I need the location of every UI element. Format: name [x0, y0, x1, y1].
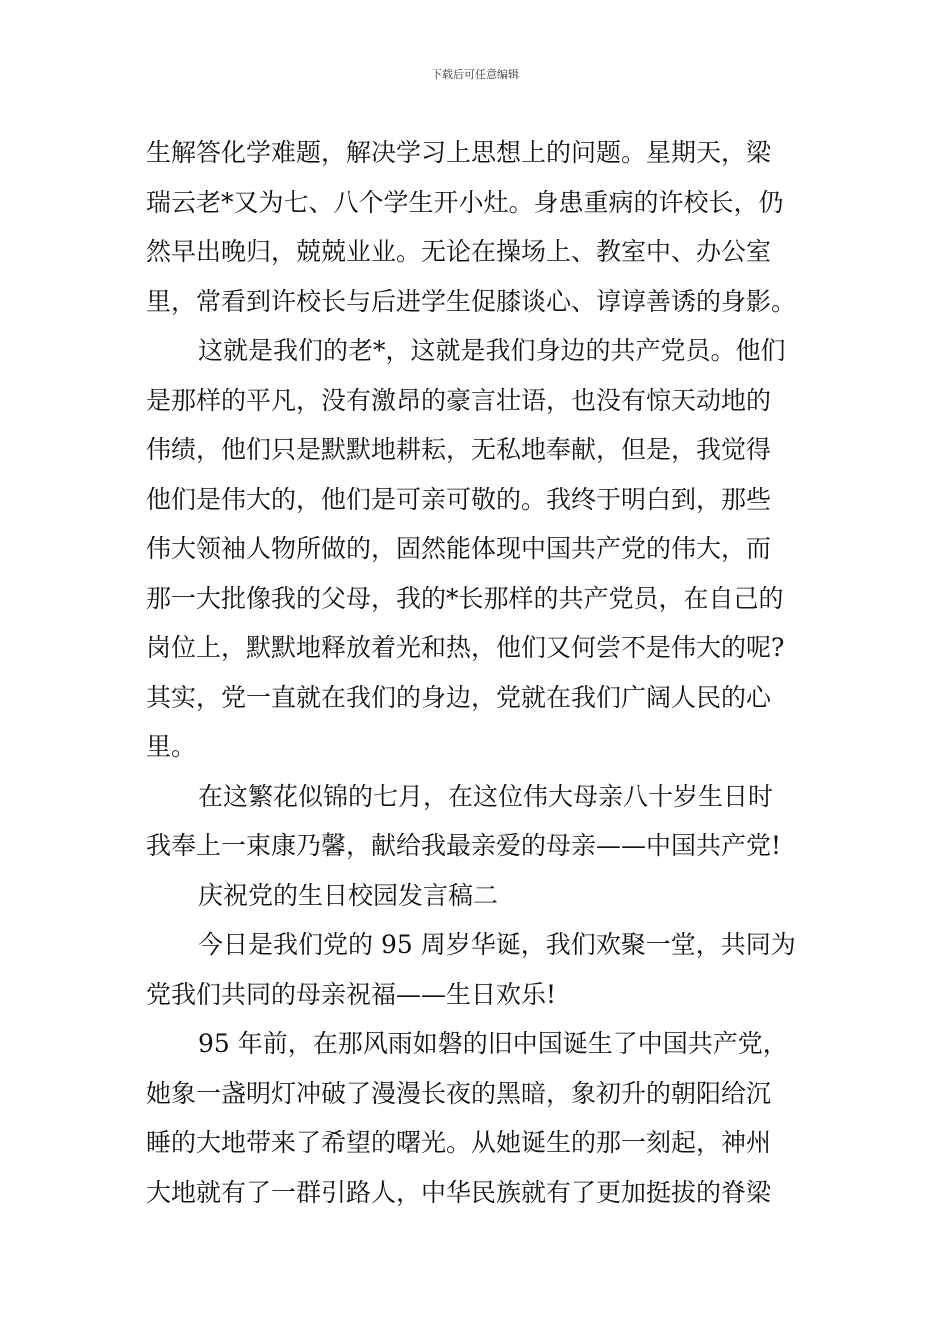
text-line: 这就是我们的老*，这就是我们身边的共产党员。他们	[198, 336, 786, 365]
text-line: 里，常看到许校长与后进学生促膝谈心、谆谆善诱的身影。	[146, 286, 797, 316]
text-line: 伟大领袖人物所做的，固然能体现中国共产党的伟大，而	[146, 534, 772, 563]
text-line: 那一大批像我的父母，我的*长那样的共产党员，在自己的	[146, 583, 784, 613]
body-text	[146, 128, 806, 1217]
text-line: 他们是伟大的，他们是可亲可敬的。我终于明白到，那些	[146, 484, 772, 514]
text-line: 我奉上一束康乃馨，献给我最亲爱的母亲——中国共产党!	[146, 831, 782, 860]
text-line: 在这繁花似锦的七月，在这位伟大母亲八十岁生日时	[198, 781, 774, 811]
text-line: 岗位上，默默地释放着光和热，他们又何尝不是伟大的呢?	[146, 633, 785, 662]
text-line: 今日是我们党的 95 周岁华诞，我们欢聚一堂，共同为	[198, 930, 796, 959]
text-line: 党我们共同的母亲祝福——生日欢乐!	[146, 979, 557, 1009]
text-line: 其实，党一直就在我们的身边，党就在我们广阔人民的心	[146, 682, 772, 712]
text-line: 瑞云老*又为七、八个学生开小灶。身患重病的许校长，仍	[146, 187, 784, 217]
text-line: 生解答化学难题，解决学习上思想上的问题。星期天，梁	[146, 138, 772, 167]
text-line: 95 年前，在那风雨如磐的旧中国诞生了中国共产党，	[198, 1029, 788, 1058]
header-note: 下载后可任意编辑	[431, 68, 519, 81]
text-line: 里。	[146, 732, 197, 761]
text-line: 伟绩，他们只是默默地耕耘，无私地奉献，但是，我觉得	[146, 435, 772, 464]
text-line: 她象一盏明灯冲破了漫漫长夜的黑暗，象初升的朝阳给沉	[146, 1078, 772, 1108]
text-line: 然早出晚归，兢兢业业。无论在操场上、教室中、办公室	[146, 237, 772, 266]
text-line: 大地就有了一群引路人，中华民族就有了更加挺拔的脊梁	[146, 1177, 772, 1207]
text-line: 是那样的平凡，没有激昂的豪言壮语，也没有惊天动地的	[146, 385, 772, 415]
text-line: 庆祝党的生日校园发言稿二	[198, 880, 499, 910]
text-line: 睡的大地带来了希望的曙光。从她诞生的那一刻起，神州	[146, 1128, 772, 1157]
